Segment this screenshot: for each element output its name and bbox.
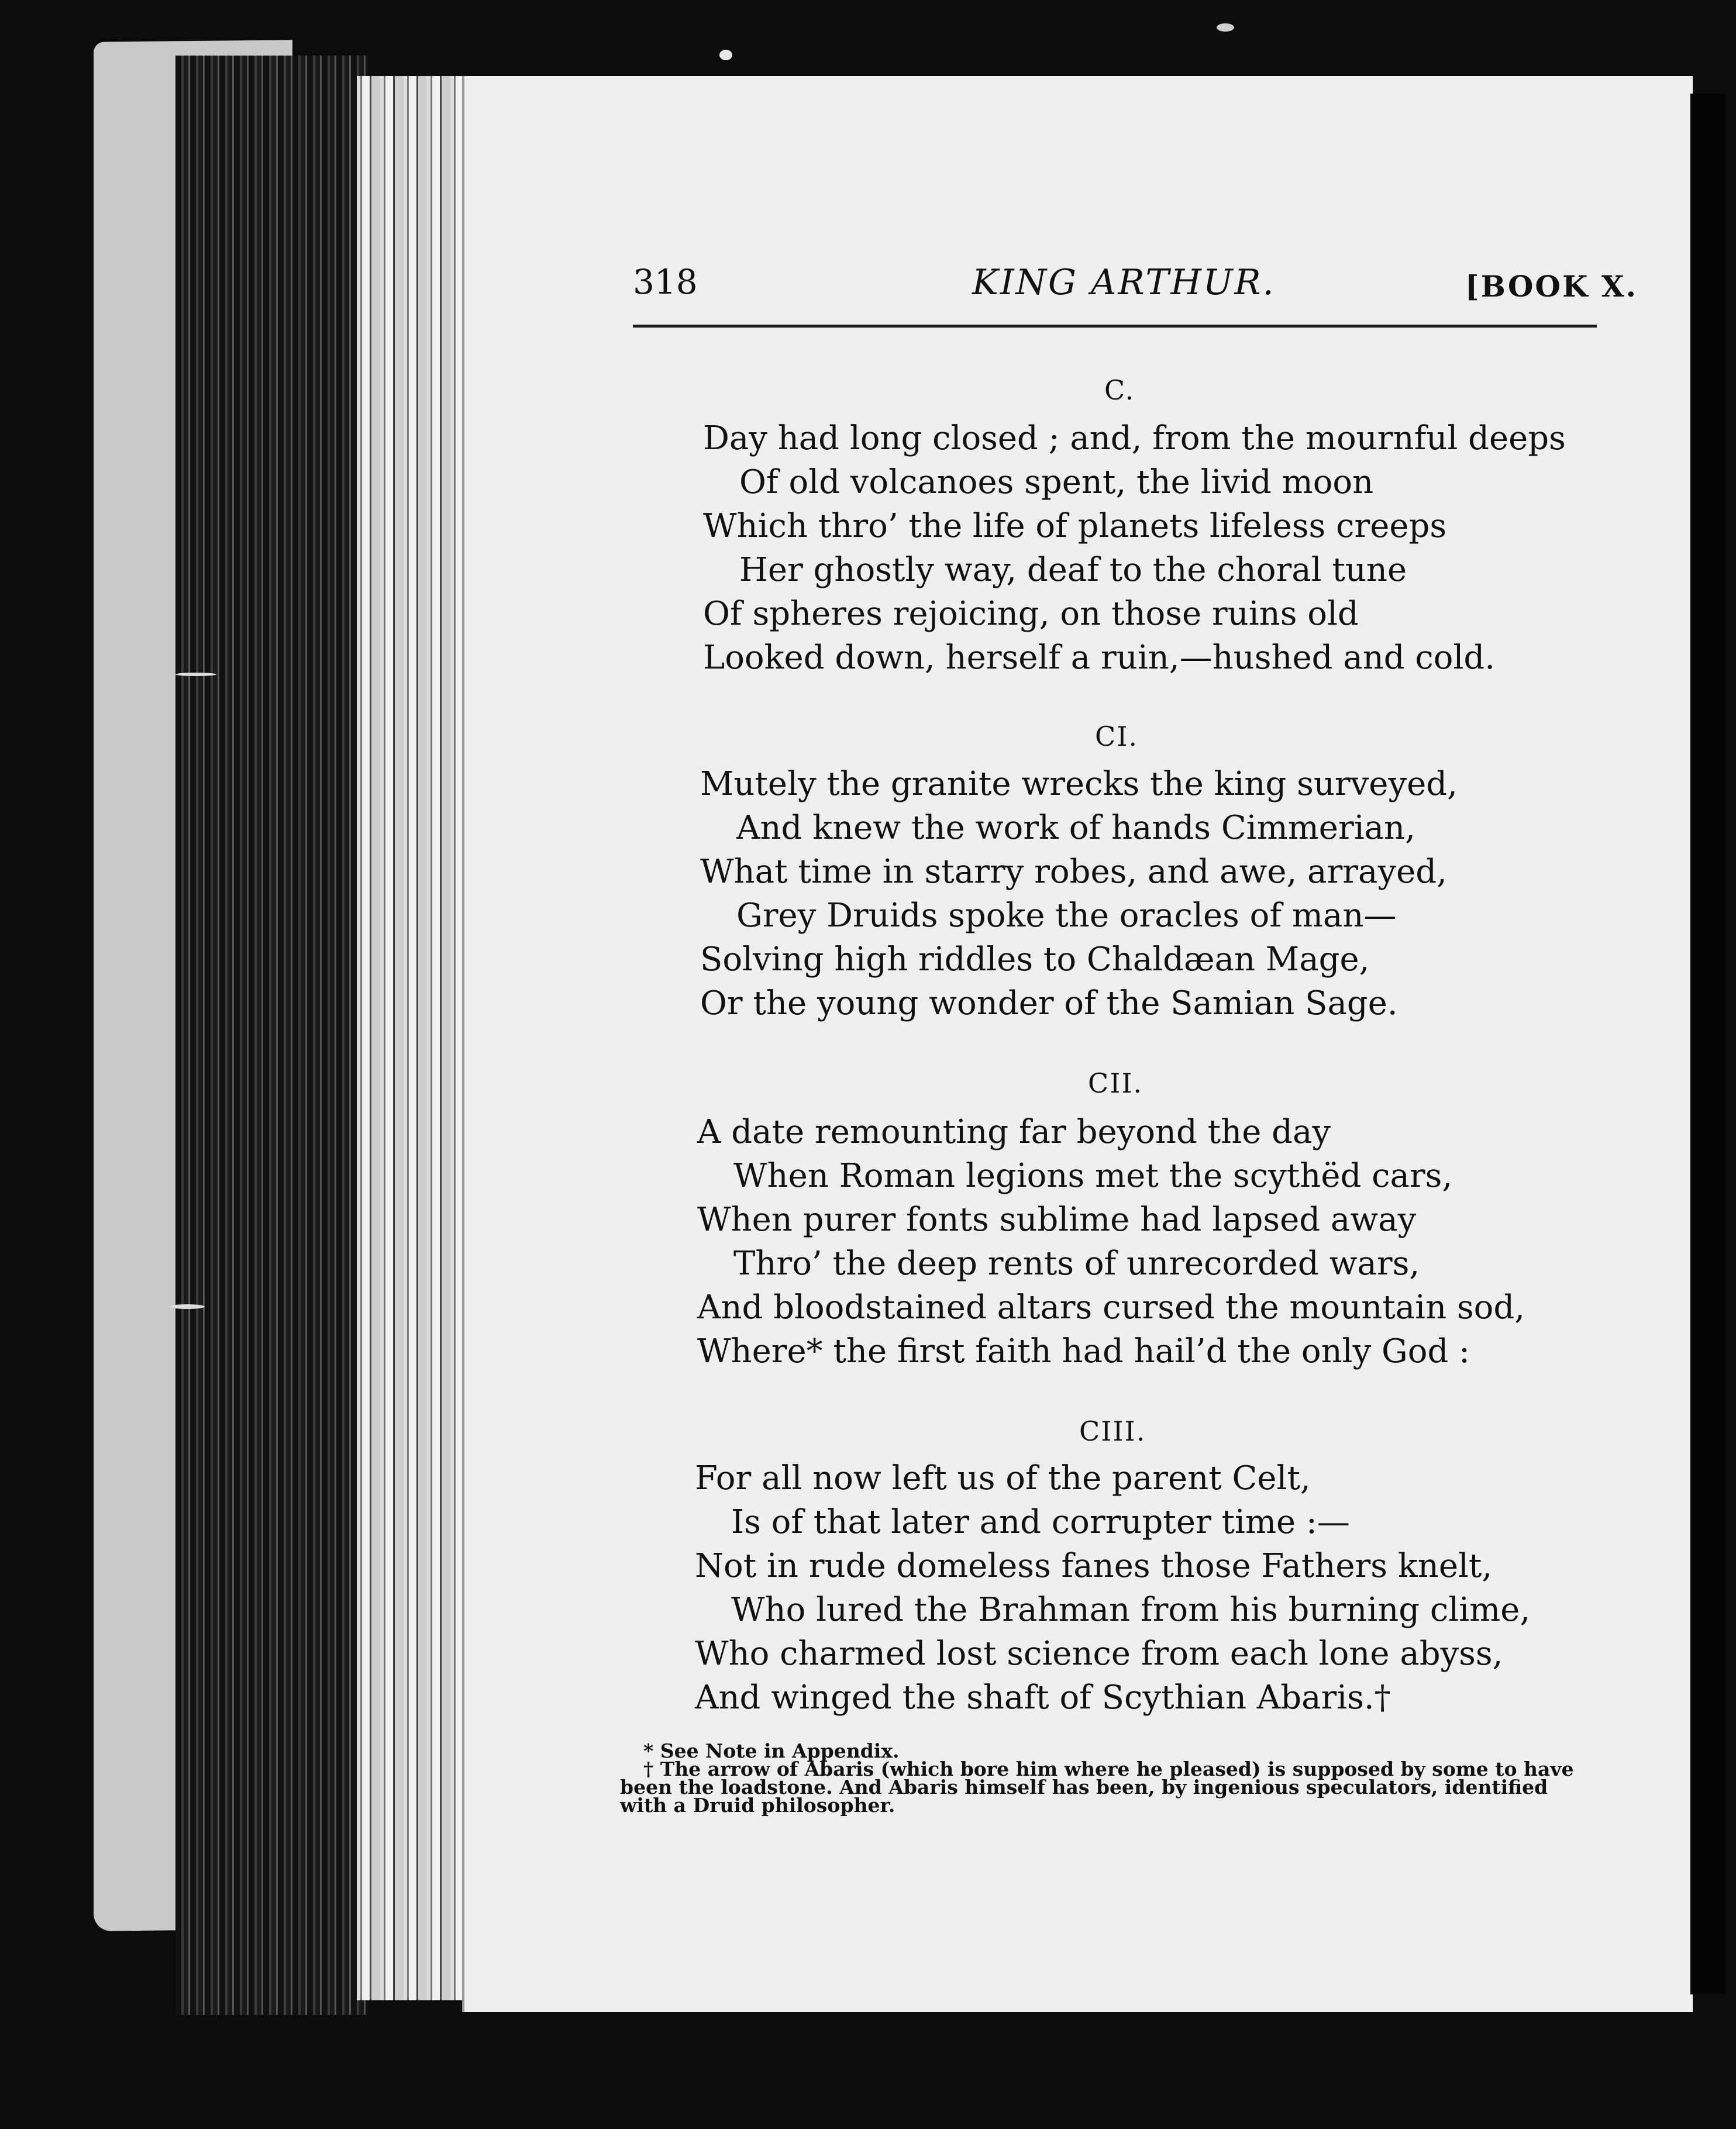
verse-line: Thro’ the deep rents of unrecorded wars, <box>733 1245 1420 1283</box>
verse-line: Who charmed lost science from each lone abyss, <box>695 1635 1503 1673</box>
stanza-number: C. <box>1104 374 1135 406</box>
verse-line: Where* the first faith had hail’d the only God : <box>697 1332 1470 1370</box>
page-edges <box>357 76 468 2000</box>
footnote-2-line-2: been the loadstone. And Abaris himself has been, by ingenious speculators, identified <box>620 1776 1548 1799</box>
dust-speck <box>170 1304 205 1309</box>
verse-line: Her ghostly way, deaf to the choral tune <box>739 551 1407 589</box>
dust-speck <box>719 50 732 60</box>
verse-line: And knew the work of hands Cimmerian, <box>736 809 1415 847</box>
verse-line: A date remounting far beyond the day <box>697 1113 1331 1151</box>
footnote-1: * See Note in Appendix. <box>643 1739 900 1762</box>
dust-speck <box>1217 23 1234 32</box>
verse-line: Or the young wonder of the Samian Sage. <box>700 984 1398 1022</box>
verse-line: Who lured the Brahman from his burning clime, <box>731 1591 1531 1629</box>
footnote-2-line-1: † The arrow of Abaris (which bore him where he pleased) is supposed by some to have <box>643 1758 1574 1780</box>
book-page-stack <box>175 56 368 2015</box>
verse-line: When purer fonts sublime had lapsed away <box>697 1201 1417 1239</box>
footnotes <box>620 1739 1603 1817</box>
stanza <box>700 762 1458 1025</box>
page-number: 318 <box>633 262 698 302</box>
verse-line: Of old volcanoes spent, the livid moon <box>739 463 1374 501</box>
stanza <box>703 416 1566 680</box>
verse-line: Of spheres rejoicing, on those ruins old <box>703 595 1359 633</box>
verse-line: Grey Druids spoke the oracles of man— <box>736 897 1397 935</box>
dust-speck <box>175 673 216 676</box>
verse-line: Solving high riddles to Chaldæan Mage, <box>700 941 1370 979</box>
book-page <box>462 76 1693 2012</box>
verse-line: Not in rude domeless fanes those Fathers knelt, <box>695 1547 1493 1585</box>
header-rule <box>633 325 1597 328</box>
footnote-2-line-3: with a Druid philosopher. <box>620 1794 895 1817</box>
verse-line: For all now left us of the parent Celt, <box>695 1459 1311 1497</box>
verse-line: When Roman legions met the scythëd cars, <box>733 1157 1453 1195</box>
verse-line: Which thro’ the life of planets lifeless creeps <box>703 507 1447 545</box>
stanza-number: CIII. <box>1079 1415 1146 1447</box>
verse-line: Is of that later and corrupter time :— <box>731 1503 1350 1541</box>
stanza-number: CII. <box>1088 1067 1143 1099</box>
stanza <box>697 1110 1525 1373</box>
book-marker: [BOOK X. <box>1465 269 1638 304</box>
verse-line: What time in starry robes, and awe, arrayed, <box>700 853 1447 891</box>
running-title: KING ARTHUR. <box>972 262 1276 303</box>
stanza <box>695 1456 1530 1720</box>
verse-line: Looked down, herself a ruin,—hushed and cold. <box>703 639 1496 677</box>
stanza-number: CI. <box>1095 721 1138 752</box>
verse-line: And bloodstained altars cursed the mountain sod, <box>697 1289 1525 1327</box>
page-shadow <box>1690 94 1725 1994</box>
verse-line: And winged the shaft of Scythian Abaris.† <box>695 1679 1391 1717</box>
verse-line: Day had long closed ; and, from the mournful deeps <box>703 419 1566 457</box>
verse-line: Mutely the granite wrecks the king surveyed, <box>700 765 1458 803</box>
